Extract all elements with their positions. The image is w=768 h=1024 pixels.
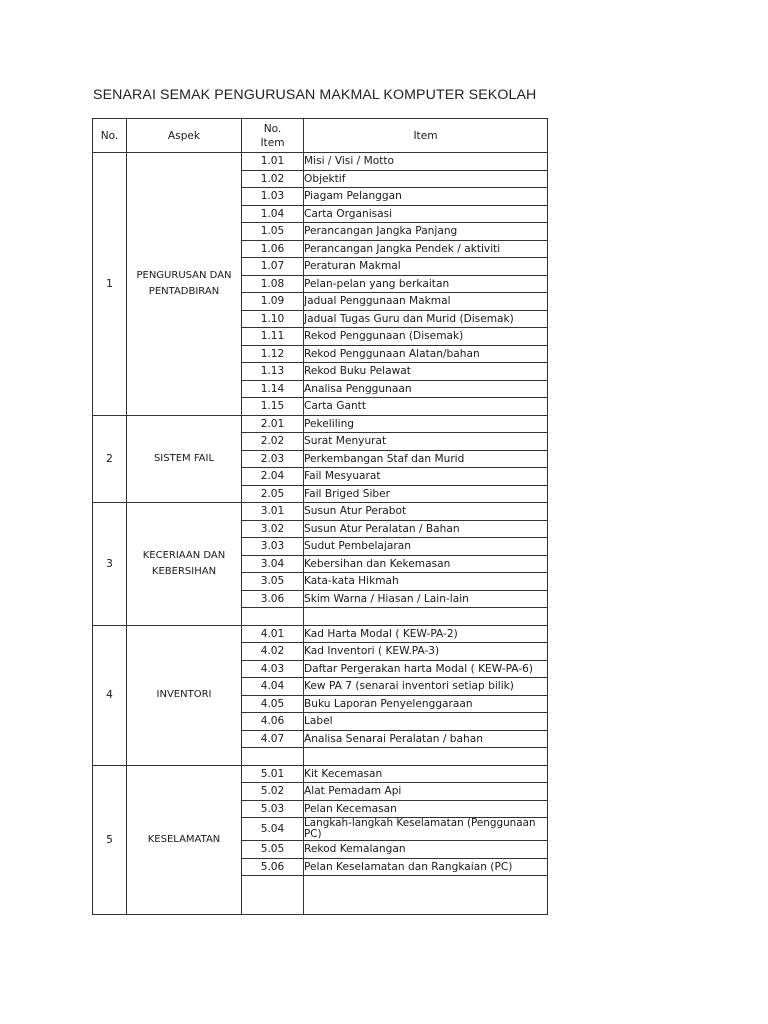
section-number: 4 — [93, 625, 127, 765]
item-text: Pelan-pelan yang berkaitan — [304, 275, 548, 293]
blank-cell — [304, 748, 548, 766]
header-item: Item — [304, 119, 548, 153]
blank-cell — [242, 608, 304, 626]
header-no: No. — [93, 119, 127, 153]
item-number: 3.02 — [242, 520, 304, 538]
section-aspek: PENGURUSAN DAN PENTADBIRAN — [127, 153, 242, 416]
item-number: 2.02 — [242, 433, 304, 451]
item-number: 5.01 — [242, 765, 304, 783]
item-text: Pelan Kecemasan — [304, 800, 548, 818]
item-text: Rekod Buku Pelawat — [304, 363, 548, 381]
section-aspek: KESELAMATAN — [127, 765, 242, 915]
blank-cell — [304, 876, 548, 915]
item-text: Pekeliling — [304, 415, 548, 433]
table-row — [93, 503, 548, 521]
section-number: 2 — [93, 415, 127, 503]
header-no-item — [242, 119, 304, 153]
blank-cell — [242, 876, 304, 915]
section-number: 1 — [93, 153, 127, 416]
item-number: 3.05 — [242, 573, 304, 591]
item-number: 1.09 — [242, 293, 304, 311]
table-row — [93, 415, 548, 433]
item-number: 5.02 — [242, 783, 304, 801]
item-number: 3.04 — [242, 555, 304, 573]
item-number: 1.05 — [242, 223, 304, 241]
item-number: 2.05 — [242, 485, 304, 503]
item-text: Kad Harta Modal ( KEW-PA-2) — [304, 625, 548, 643]
item-number: 3.06 — [242, 590, 304, 608]
item-text: Surat Menyurat — [304, 433, 548, 451]
item-text: Susun Atur Perabot — [304, 503, 548, 521]
section-aspek: KECERIAAN DAN KEBERSIHAN — [127, 503, 242, 626]
item-text: Label — [304, 713, 548, 731]
item-number: 4.04 — [242, 678, 304, 696]
table-row — [93, 153, 548, 171]
item-number: 4.05 — [242, 695, 304, 713]
item-text: Analisa Penggunaan — [304, 380, 548, 398]
item-text: Peraturan Makmal — [304, 258, 548, 276]
header-no-item-label: No. Item — [260, 122, 285, 149]
item-number: 5.06 — [242, 858, 304, 876]
item-text: Sudut Pembelajaran — [304, 538, 548, 556]
header-aspek: Aspek — [127, 119, 242, 153]
item-text: Analisa Senarai Peralatan / bahan — [304, 730, 548, 748]
item-number: 1.11 — [242, 328, 304, 346]
item-number: 1.02 — [242, 170, 304, 188]
item-text: Carta Organisasi — [304, 205, 548, 223]
item-number: 1.13 — [242, 363, 304, 381]
item-text: Perancangan Jangka Pendek / aktiviti — [304, 240, 548, 258]
item-text: Jadual Penggunaan Makmal — [304, 293, 548, 311]
item-number: 1.15 — [242, 398, 304, 416]
item-number: 1.12 — [242, 345, 304, 363]
item-text: Kebersihan dan Kekemasan — [304, 555, 548, 573]
item-text: Rekod Penggunaan (Disemak) — [304, 328, 548, 346]
section-number: 5 — [93, 765, 127, 915]
item-number: 4.06 — [242, 713, 304, 731]
item-number: 4.01 — [242, 625, 304, 643]
blank-cell — [242, 748, 304, 766]
item-text: Rekod Kemalangan — [304, 841, 548, 859]
item-text: Fail Mesyuarat — [304, 468, 548, 486]
item-number: 1.04 — [242, 205, 304, 223]
item-number: 3.03 — [242, 538, 304, 556]
item-text: Misi / Visi / Motto — [304, 153, 548, 171]
item-number: 4.03 — [242, 660, 304, 678]
item-number: 1.14 — [242, 380, 304, 398]
item-number: 1.06 — [242, 240, 304, 258]
section-aspek: INVENTORI — [127, 625, 242, 765]
item-number: 4.07 — [242, 730, 304, 748]
item-text: Langkah-langkah Keselamatan (Penggunaan PC) — [304, 818, 548, 841]
item-text: Kad Inventori ( KEW.PA-3) — [304, 643, 548, 661]
checklist-table — [92, 118, 548, 915]
item-text: Kata-kata Hikmah — [304, 573, 548, 591]
table-row — [93, 625, 548, 643]
item-number: 3.01 — [242, 503, 304, 521]
item-number: 1.03 — [242, 188, 304, 206]
item-text: Carta Gantt — [304, 398, 548, 416]
section-number: 3 — [93, 503, 127, 626]
blank-cell — [304, 608, 548, 626]
item-text: Perancangan Jangka Panjang — [304, 223, 548, 241]
item-number: 5.03 — [242, 800, 304, 818]
item-text: Buku Laporan Penyelenggaraan — [304, 695, 548, 713]
item-number: 1.10 — [242, 310, 304, 328]
item-number: 4.02 — [242, 643, 304, 661]
item-text: Perkembangan Staf dan Murid — [304, 450, 548, 468]
item-number: 1.01 — [242, 153, 304, 171]
table-header-row — [93, 119, 548, 153]
item-number: 5.04 — [242, 818, 304, 841]
item-text: Daftar Pergerakan harta Modal ( KEW-PA-6) — [304, 660, 548, 678]
item-text: Jadual Tugas Guru dan Murid (Disemak) — [304, 310, 548, 328]
item-text: Susun Atur Peralatan / Bahan — [304, 520, 548, 538]
item-text: Rekod Penggunaan Alatan/bahan — [304, 345, 548, 363]
item-text: Objektif — [304, 170, 548, 188]
item-number: 2.01 — [242, 415, 304, 433]
table-body — [93, 153, 548, 915]
item-number: 1.08 — [242, 275, 304, 293]
item-text: Skim Warna / Hiasan / Lain-lain — [304, 590, 548, 608]
table-row — [93, 765, 548, 783]
item-text: Fail Briged Siber — [304, 485, 548, 503]
item-text: Kit Kecemasan — [304, 765, 548, 783]
item-number: 2.03 — [242, 450, 304, 468]
item-text: Kew PA 7 (senarai inventori setiap bilik) — [304, 678, 548, 696]
item-number: 2.04 — [242, 468, 304, 486]
item-number: 1.07 — [242, 258, 304, 276]
item-text: Piagam Pelanggan — [304, 188, 548, 206]
item-text: Alat Pemadam Api — [304, 783, 548, 801]
item-text: Pelan Keselamatan dan Rangkaian (PC) — [304, 858, 548, 876]
page-title: SENARAI SEMAK PENGURUSAN MAKMAL KOMPUTER SEKOLAH — [93, 87, 537, 103]
item-number: 5.05 — [242, 841, 304, 859]
section-aspek: SISTEM FAIL — [127, 415, 242, 503]
